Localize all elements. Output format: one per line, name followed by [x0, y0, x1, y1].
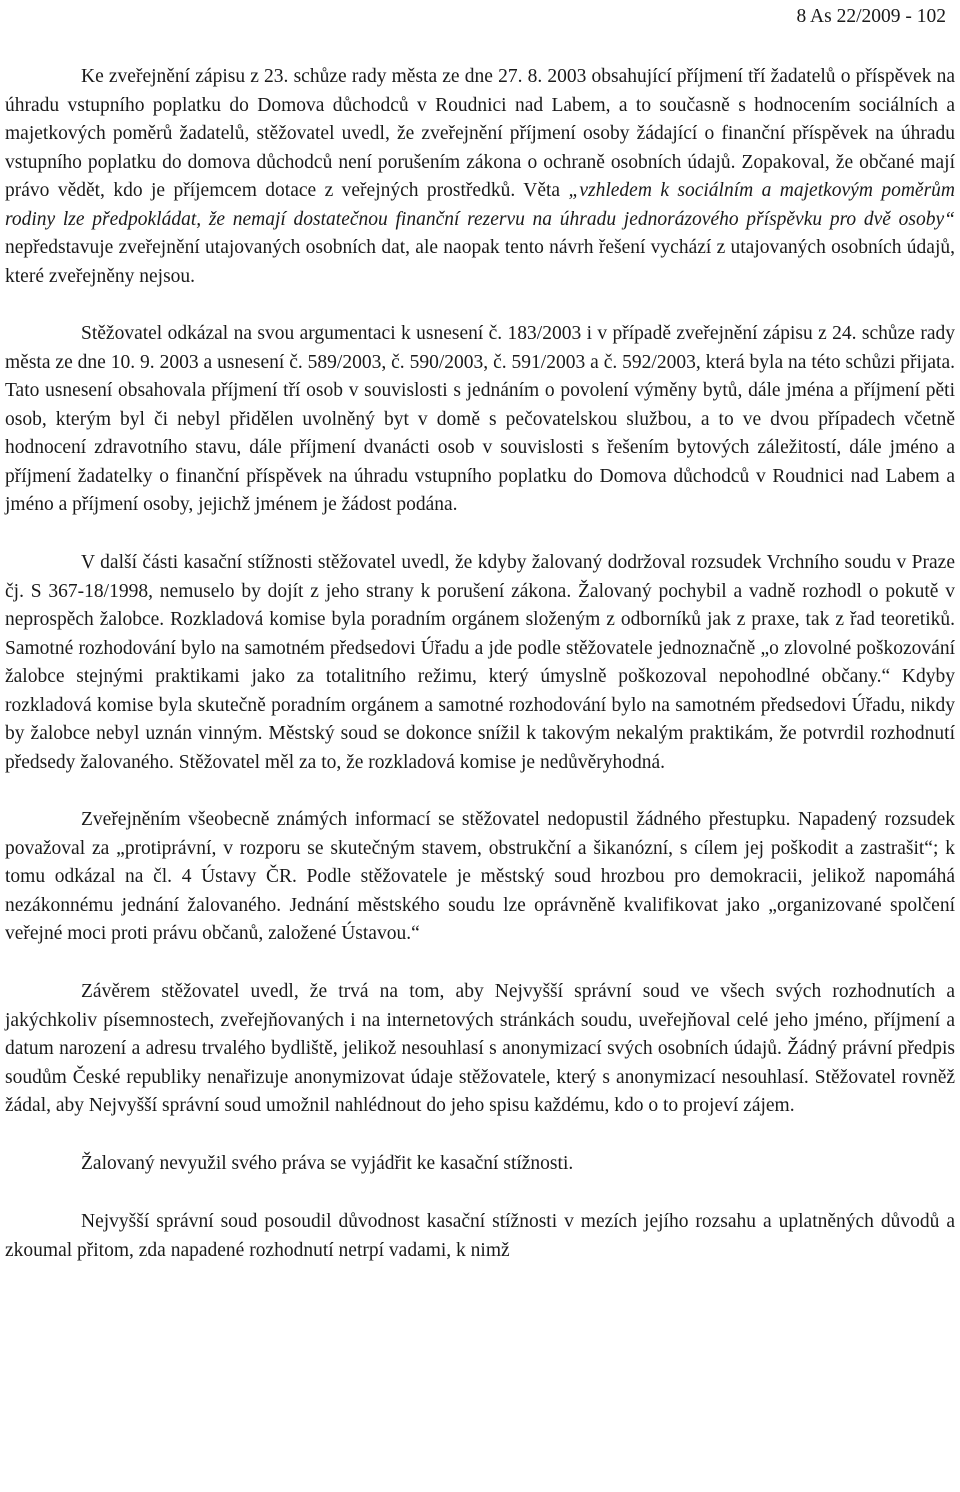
case-number: 8 As 22/2009 - 102 [796, 6, 946, 27]
paragraph-nejvyssi-soud: Nejvyšší správní soud posoudil důvodnost kasační stížnosti v mezích jejího rozsahu a uplatněných důvodů a zkoumal přitom, zda napadené rozhodnutí netrpí vadami, k nimž [5, 1211, 955, 1261]
paragraph-text: Ke zveřejnění zápisu z 23. schůze rady města ze dne 27. 8. 2003 obsahující příjmení tří žadatelů o příspěvek na úhradu vstupního poplatku do Domova důchodců v Roudnici nad Labem, a to současně s hodnocením sociálních a majetkových poměrů žadatelů, stěžovatel uvedl, že zveřejnění příjmení osoby žádající o finanční příspěvek na úhradu vstupního poplatku do domova důchodců není porušením zákona o ochraně osobních údajů. Zopakoval, že občané mají právo vědět, kdo je příjemcem dotace z veřejných prostředků. Věta [5, 66, 955, 201]
paragraph-zalovany-nevyuzil: Žalovaný nevyužil svého práva se vyjádřit ke kasační stížnosti. [81, 1153, 574, 1174]
paragraph-zaverem: Závěrem stěžovatel uvedl, že trvá na tom, aby Nejvyšší správní soud ve všech svých rozhodnutích a jakýchkoliv písemnostech, zveřejňovaných i na internetových stránkách soudu, uveřejňoval celé jeho jméno, příjmení a datum narození a adresu trvalého bydliště, jelikož nesouhlasí s anonymizací svých osobních údajů. Žádný právní předpis soudům České republiky nenařizuje anonymizovat údaje stěžovatele, který s anonymizací nesouhlasí. Stěžovatel rovněž žádal, aby Nejvyšší správní soud umožnil nahlédnout do jeho spisu každému, kdo o to projeví zájem. [5, 981, 955, 1116]
italic-quote: „vzhledem k sociálním a majetkovým poměrům rodiny lze předpokládat, že nemají dostatečnou finanční rezervu na úhradu jednorázového příspěvku pro dvě osoby“ [5, 180, 955, 230]
paragraph-zverejnenim: Zveřejněním všeobecně známých informací se stěžovatel nedopustil žádného přestupku. Napadený rozsudek považoval za „protiprávní, v rozporu se skutečným stavem, obstrukční a šikanózní, s cílem jej poškodit a zastrašit“; k tomu odkázal na čl. 4 Ústavy ČR. Podle stěžovatele je městský soud hrozbou pro demokracii, jelikož napomáhá nezákonnému jednání žalovaného. Jednání městského soudu lze oprávněně kvalifikovat jako „organizované spolčení veřejné moci proti právu občanů, založené Ústavou.“ [5, 809, 955, 944]
paragraph-text: nepředstavuje zveřejnění utajovaných osobních dat, ale naopak tento návrh řešení vychází z utajovaných osobních údajů, které zveřejněny nejsou. [5, 237, 955, 287]
paragraph-zverejneni-zapisu [5, 63, 955, 291]
paragraph-argumentace: Stěžovatel odkázal na svou argumentaci k usnesení č. 183/2003 i v případě zveřejnění zápisu z 24. schůze rady města ze dne 10. 9. 2003 a usnesení č. 589/2003, č. 590/2003, č. 591/2003 a č. 592/2003, která byla na této schůzi přijata. Tato usnesení obsahovala příjmení tří osob v souvislosti s jednáním o povolení výměny bytů, dále jména a příjmení pěti osob, kterým byl či nebyl přidělen uvolněný byt v domě s pečovatelskou službou, a to ve dvou případech včetně hodnocení zdravotního stavu, dále příjmení dvanácti osob v souvislosti s řešením bytových záležitostí, dále jméno a příjmení žadatelky o finanční příspěvek na úhradu vstupního poplatku do Domova důchodců v Roudnici nad Labem a jméno a příjmení osoby, jejichž jménem je žádost podána. [5, 323, 955, 515]
paragraph-kasacni-stiznost: V další části kasační stížnosti stěžovatel uvedl, že kdyby žalovaný dodržoval rozsudek Vrchního soudu v Praze čj. S 367-18/1998, nemuselo by dojít z jeho strany k porušení zákona. Žalovaný pochybil a vadně rozhodl o pokutě v neprospěch žalobce. Rozkladová komise byla poradním orgánem složeným z odborníků jak z praxe, tak z řad teoretiků. Samotné rozhodování bylo na samotném předsedovi Úřadu a jde podle stěžovatele jednoznačně „o zlovolné poškozování žalobce stejnými praktikami jako za totalitního režimu, který úmyslně poškozoval nepohodlné občany.“ Kdyby rozkladová komise byla skutečně poradním orgánem a samotné rozhodování bylo na samotném předsedovi Úřadu, nikdy by žalobce nebyl uznán vinným. Městský soud se dokonce snížil k takovým nekalým praktikám, že potvrdil rozhodnutí předsedy žalovaného. Stěžovatel měl za to, že rozkladová komise je nedůvěryhodná. [5, 552, 955, 773]
